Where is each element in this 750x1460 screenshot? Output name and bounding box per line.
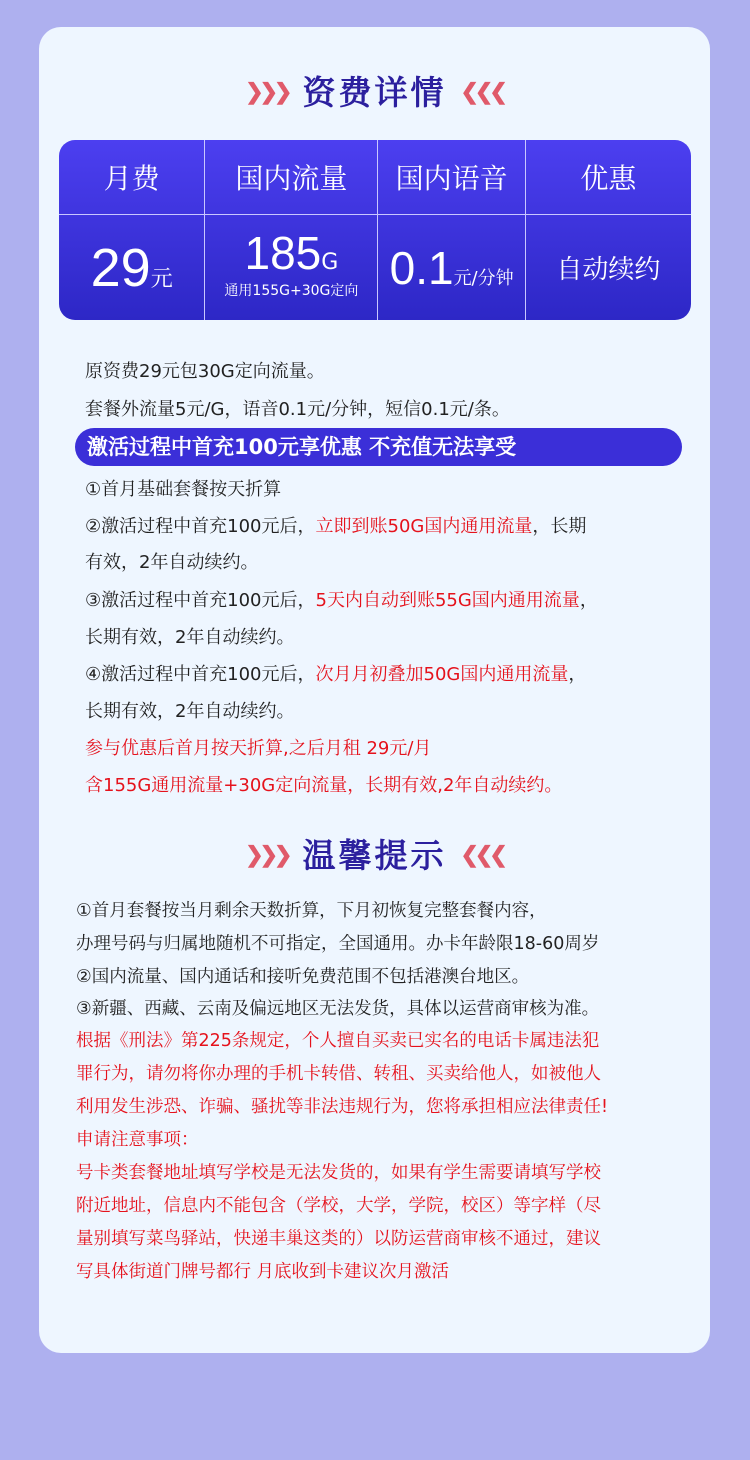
item-3-line-1 xyxy=(85,586,598,612)
fee-number: 29 xyxy=(90,237,151,298)
voice-unit: 元/分钟 xyxy=(453,267,514,289)
section-title-pricing xyxy=(39,67,710,114)
item-4-line-2: 长期有效，2年自动续约。 xyxy=(85,701,295,722)
tip-line-4: ③新疆、西藏、云南及偏远地区无法发货，具体以运营商审核为准。 xyxy=(76,999,600,1019)
item-3-prefix: ③激活过程中首充100元后， xyxy=(85,590,316,611)
item-1: ①首月基础套餐按天折算 xyxy=(85,479,282,500)
notice-heading: 申请注意事项： xyxy=(76,1130,199,1150)
intro-line-2: 套餐外流量5元/G，语音0.1元/分钟，短信0.1元/条。 xyxy=(85,399,510,420)
item-3-line-2: 长期有效，2年自动续约。 xyxy=(85,627,295,648)
header-domestic-voice: 国内语音 xyxy=(378,140,525,214)
section-title-tips xyxy=(39,830,710,877)
promo-note-2: 含155G通用流量+30G定向流量，长期有效,2年自动续约。 xyxy=(85,775,563,796)
notice-line-1: 号卡类套餐地址填写学校是无法发货的，如果有学生需要请填写学校 xyxy=(76,1163,601,1183)
data-unit: G xyxy=(321,249,339,275)
item-2-highlight: 立即到账50G国内通用流量 xyxy=(315,516,533,537)
item-4-suffix: ， xyxy=(568,664,587,685)
tips-title: 温馨提示 xyxy=(302,836,447,875)
monthly-fee-value xyxy=(59,215,205,320)
pricing-header-row xyxy=(59,140,691,214)
fee-unit: 元 xyxy=(150,266,173,292)
voice-value xyxy=(378,215,525,320)
item-2-suffix: ，长期 xyxy=(532,516,587,537)
pricing-title: 资费详情 xyxy=(302,73,447,112)
pricing-value-row xyxy=(59,215,691,320)
content-card xyxy=(39,27,710,1353)
item-2-line-2: 有效，2年自动续约。 xyxy=(85,552,259,573)
notice-line-4: 写具体街道门牌号都行 月底收到卡建议次月激活 xyxy=(76,1262,450,1282)
promo-note-1: 参与优惠后首月按天折算,之后月租 29元/月 xyxy=(85,738,432,759)
intro-line-1: 原资费29元包30G定向流量。 xyxy=(85,361,325,382)
promotion-value: 自动续约 xyxy=(556,255,661,285)
data-breakdown: 通用155G+30G定向 xyxy=(224,282,359,299)
voice-number: 0.1 xyxy=(389,241,454,294)
double-chevron-right-icon: ❯❯❯ xyxy=(245,79,289,105)
legal-warning-3: 利用发生涉恐、诈骗、骚扰等非法违规行为，您将承担相应法律责任! xyxy=(76,1097,609,1117)
item-2-prefix: ②激活过程中首充100元后， xyxy=(85,516,316,537)
data-value xyxy=(205,215,378,320)
item-4-line-1 xyxy=(85,660,586,686)
double-chevron-left-icon: ❮❮❮ xyxy=(460,842,504,868)
tip-line-1: ①首月套餐按当月剩余天数折算，下月初恢复完整套餐内容， xyxy=(76,901,547,921)
legal-warning-1: 根据《刑法》第225条规定，个人擅自买卖已实名的电话卡属违法犯 xyxy=(76,1031,600,1051)
legal-warning-2: 罪行为，请勿将你办理的手机卡转借、转租、买卖给他人，如被他人 xyxy=(76,1064,601,1084)
header-domestic-data: 国内流量 xyxy=(205,140,378,214)
notice-line-3: 量别填写菜鸟驿站，快递丰巢这类的）以防运营商审核不通过，建议 xyxy=(76,1229,601,1249)
item-3-suffix: ， xyxy=(579,590,598,611)
item-4-prefix: ④激活过程中首充100元后， xyxy=(85,664,316,685)
item-3-highlight: 5天内自动到账55G国内通用流量 xyxy=(315,590,580,611)
double-chevron-left-icon: ❮❮❮ xyxy=(460,79,504,105)
data-number: 185 xyxy=(244,226,322,279)
pricing-table xyxy=(59,140,691,320)
header-promotion: 优惠 xyxy=(580,162,637,195)
tip-line-2: 办理号码与归属地随机不可指定，全国通用。办卡年龄限18-60周岁 xyxy=(76,934,600,954)
item-2-line-1 xyxy=(85,512,586,538)
item-4-highlight: 次月月初叠加50G国内通用流量 xyxy=(315,664,569,685)
double-chevron-right-icon: ❯❯❯ xyxy=(245,842,289,868)
tip-line-3: ②国内流量、国内通话和接听免费范围不包括港澳台地区。 xyxy=(76,967,530,987)
notice-line-2: 附近地址，信息内不能包含（学校，大学，学院，校区）等字样（尽 xyxy=(76,1196,601,1216)
recharge-banner: 激活过程中首充100元享优惠 不充值无法享受 xyxy=(75,428,682,466)
header-monthly-fee: 月费 xyxy=(59,140,205,214)
